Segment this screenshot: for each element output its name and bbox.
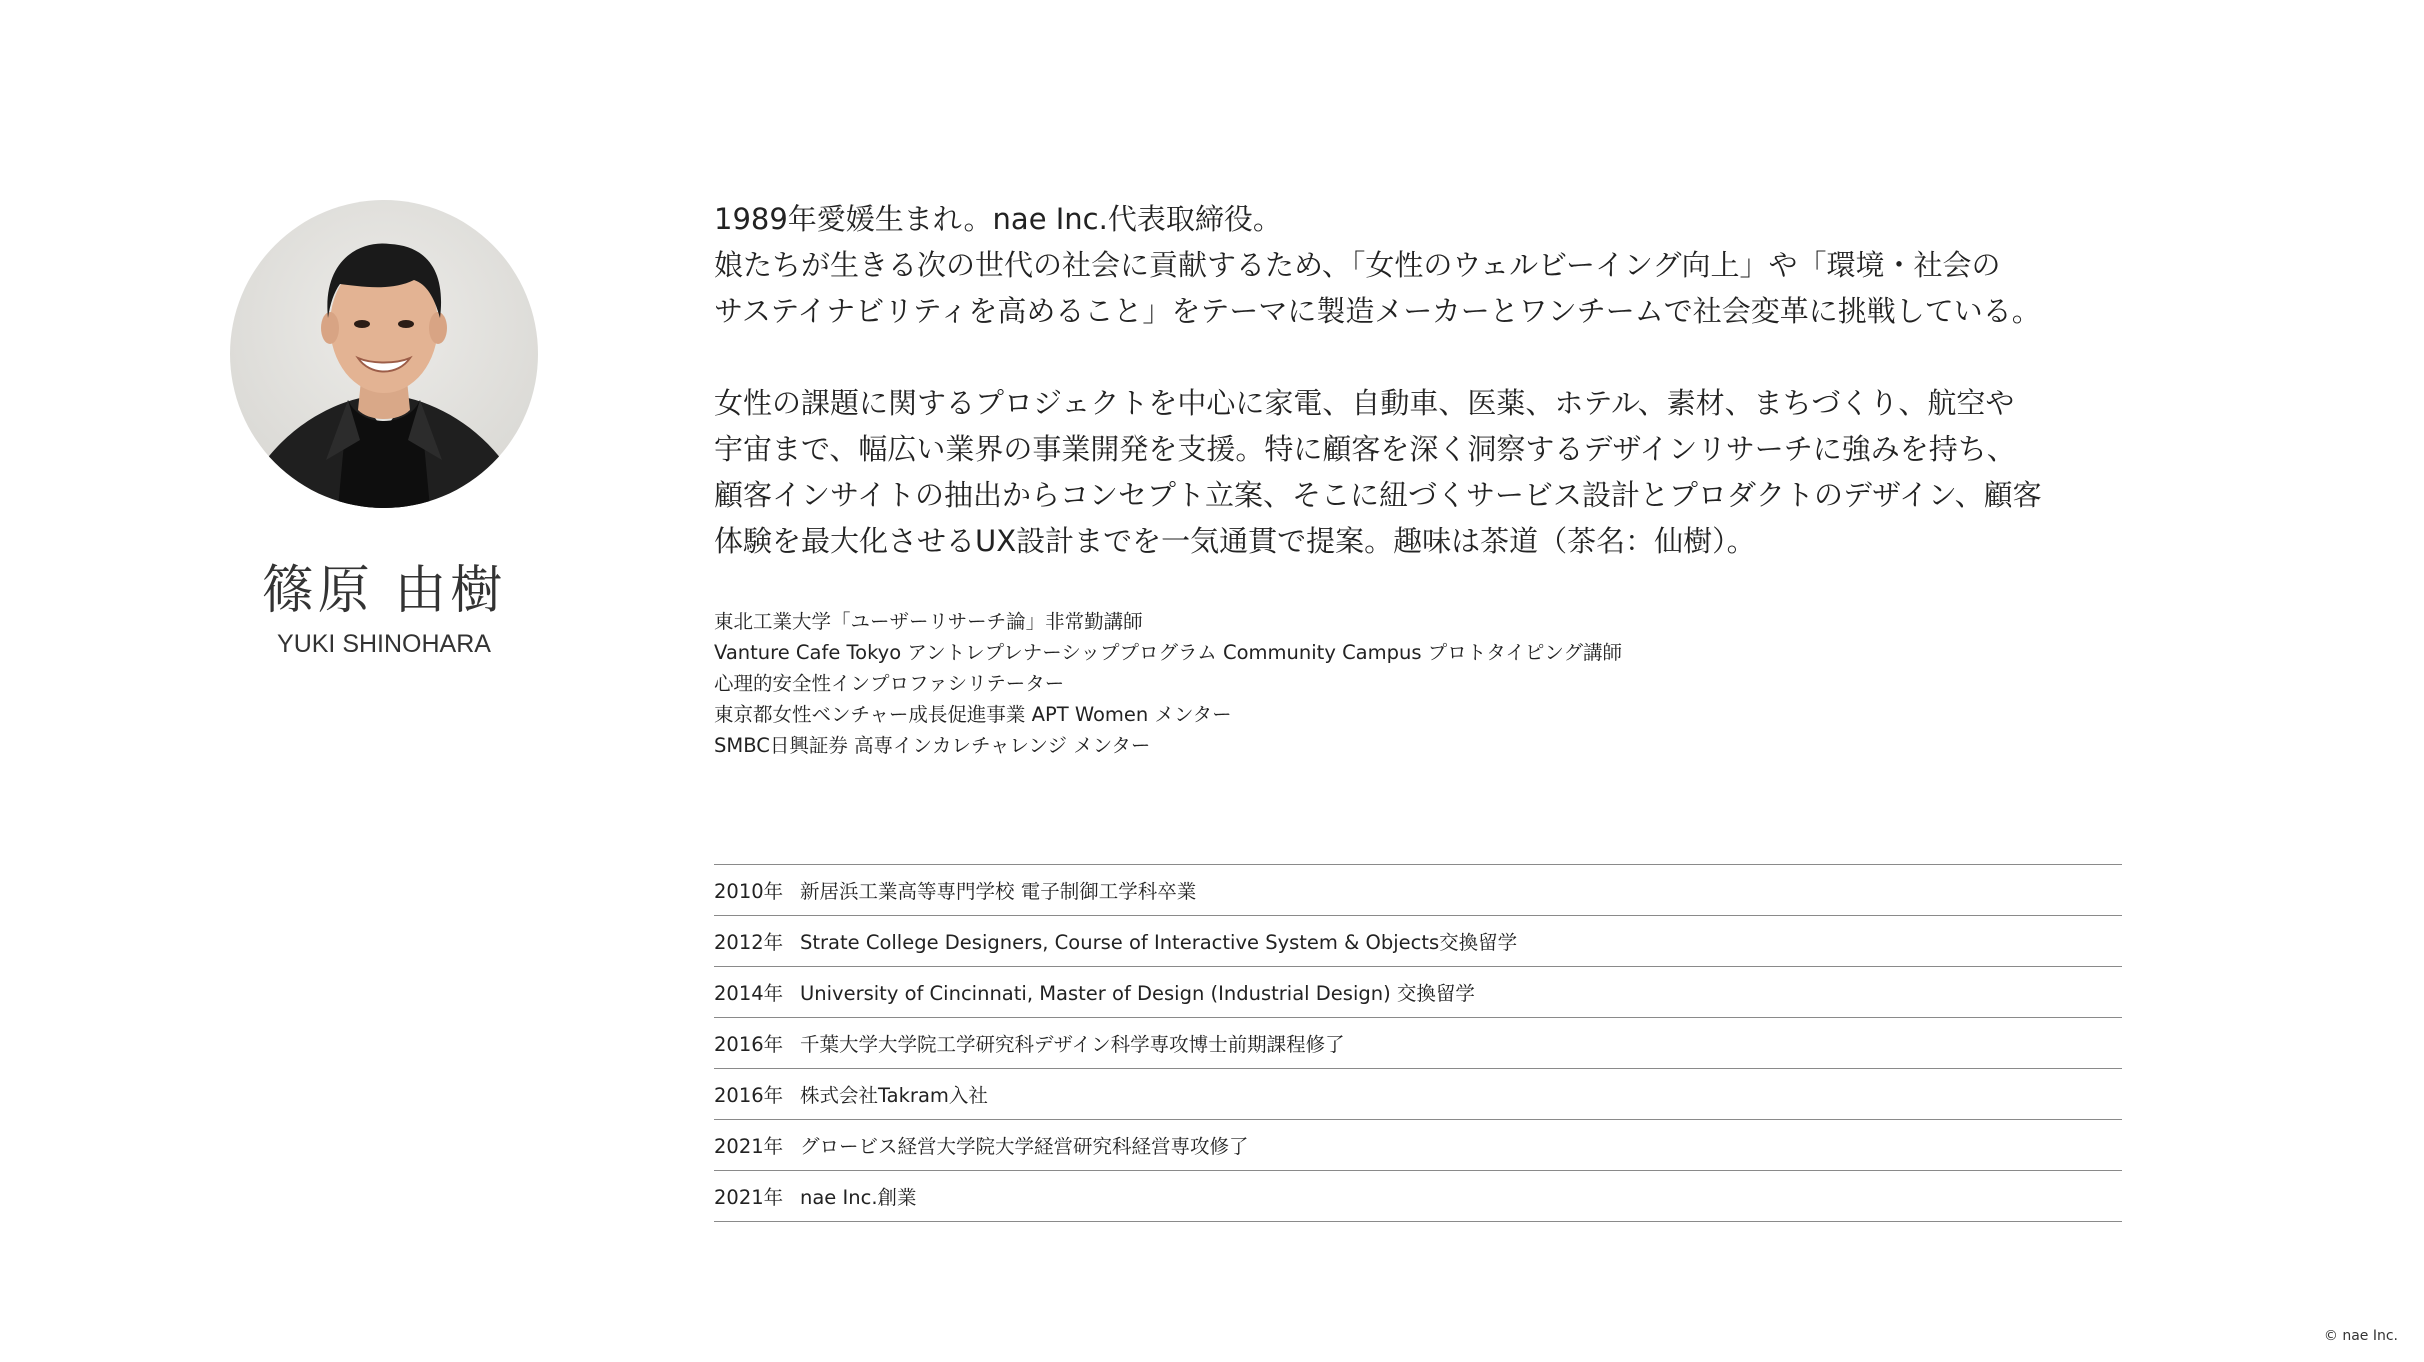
timeline-row [714,967,2122,1018]
bio-line: 宇宙まで、幅広い業界の事業開発を支援。特に顧客を深く洞察するデザインリサーチに強みを持ち、 [714,432,2016,466]
bio-line: 娘たちが生きる次の世代の社会に貢献するため、「女性のウェルビーイング向上」や「環境・社会の [714,248,2001,282]
timeline-event: 千葉大学大学院工学研究科デザイン科学専攻博士前期課程修了 [800,1033,1345,1056]
timeline-year: 2016年 [714,1033,784,1056]
timeline-year: 2016年 [714,1084,784,1107]
bio-line: サステイナビリティを高めること」をテーマに製造メーカーとワンチームで社会変革に挑戦している。 [714,294,2041,328]
biography [714,196,2134,564]
timeline-year: 2012年 [714,931,784,954]
name-japanese: 篠原 由樹 [261,561,507,621]
timeline-row [714,916,2122,967]
timeline-year: 2014年 [714,982,784,1005]
timeline-row [714,1018,2122,1069]
bio-line: 顧客インサイトの抽出からコンセプト立案、そこに紐づくサービス設計とプロダクトのデザイン、顧客 [714,478,2042,512]
copyright-notice: © nae Inc. [2323,1328,2398,1344]
role-item: SMBC日興証券 高専インカレチャレンジ メンター [714,734,1151,757]
career-timeline [714,864,2122,1222]
timeline-year: 2010年 [714,880,784,903]
timeline-row [714,1120,2122,1171]
role-item: 心理的安全性インプロファシリテーター [714,672,1065,695]
name-english: YUKI SHINOHARA [277,630,491,658]
timeline-year: 2021年 [714,1135,784,1158]
profile-photo [230,200,538,508]
bio-line: 女性の課題に関するプロジェクトを中心に家電、自動車、医薬、ホテル、素材、まちづくり、航空や [714,386,2015,420]
timeline-event: nae Inc.創業 [800,1186,917,1209]
roles-list [714,606,1914,761]
role-item: 東京都女性ベンチャー成長促進事業 APT Women メンター [714,703,1232,726]
timeline-event: University of Cincinnati, Master of Design (Industrial Design) 交換留学 [800,982,1475,1005]
timeline-row [714,1171,2122,1222]
timeline-year: 2021年 [714,1186,784,1209]
portrait-illustration [230,200,538,508]
bio-line: 体験を最大化させるUX設計までを一気通貫で提案。趣味は茶道（茶名：仙樹）。 [714,524,1756,558]
bio-line: 1989年愛媛生まれ。nae Inc.代表取締役。 [714,202,1282,236]
timeline-event: Strate College Designers, Course of Interactive System & Objects交換留学 [800,931,1518,954]
role-item: Vanture Cafe Tokyo アントレプレナーシッププログラム Community Campus プロトタイピング講師 [714,641,1622,664]
role-item: 東北工業大学「ユーザーリサーチ論」非常勤講師 [714,610,1143,633]
timeline-row [714,865,2122,916]
timeline-event: グロービス経営大学院大学経営研究科経営専攻修了 [800,1135,1249,1158]
timeline-row [714,1069,2122,1120]
timeline-event: 新居浜工業高等専門学校 電子制御工学科卒業 [800,880,1197,903]
timeline-event: 株式会社Takram入社 [800,1084,988,1107]
